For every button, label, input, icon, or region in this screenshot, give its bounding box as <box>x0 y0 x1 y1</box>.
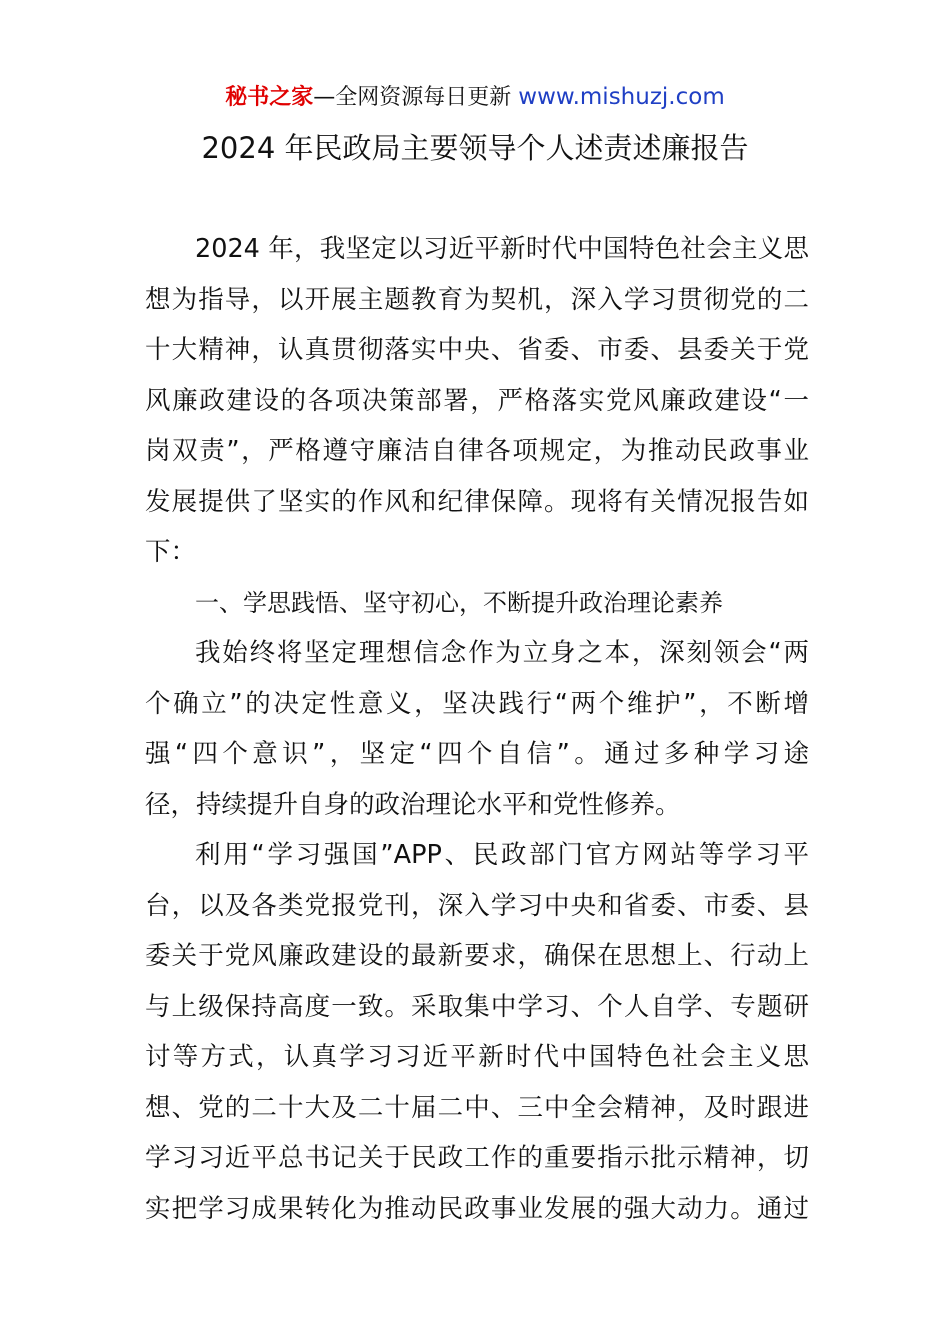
section-heading: 一、学思践悟、坚守初心，不断提升政治理论素养 <box>195 588 723 617</box>
brand-name: 秘书之家 <box>225 85 314 110</box>
site-url-link[interactable]: www.mishuzj.com <box>518 84 725 110</box>
header-tagline: —全网资源每日更新 <box>313 85 519 110</box>
paragraph-line: 与上级保持高度一致。采取集中学习、个人自学、专题研 <box>145 991 809 1022</box>
paragraph-line: 利用“学习强国”APP、民政部门官方网站等学习平 <box>195 840 809 870</box>
paragraph-line: 实把学习成果转化为推动民政事业发展的强大动力。通过 <box>145 1193 809 1224</box>
paragraph-line: 强“四个意识”，坚定“四个自信”。通过多种学习途 <box>145 739 809 769</box>
paragraph-line: 想为指导，以开展主题教育为契机，深入学习贯彻党的二 <box>145 284 809 315</box>
site-header <box>0 80 950 115</box>
paragraph-line: 讨等方式，认真学习习近平新时代中国特色社会主义思 <box>145 1042 809 1072</box>
paragraph-line: 十大精神，认真贯彻落实中央、省委、市委、县委关于党 <box>145 335 809 365</box>
paragraph-line: 学习习近平总书记关于民政工作的重要指示批示精神，切 <box>145 1143 809 1173</box>
paragraph-line: 个确立”的决定性意义，坚决践行“两个维护”，不断增 <box>145 688 809 719</box>
paragraph-line: 2024 年，我坚定以习近平新时代中国特色社会主义思 <box>195 234 809 264</box>
paragraph-line: 风廉政建设的各项决策部署，严格落实党风廉政建设“一 <box>145 385 809 416</box>
document-body <box>145 224 809 1234</box>
paragraph-line: 我始终将坚定理想信念作为立身之本，深刻领会“两 <box>195 638 809 668</box>
paragraph-line: 委关于党风廉政建设的最新要求，确保在思想上、行动上 <box>145 941 809 971</box>
paragraph-line: 岗双责”，严格遵守廉洁自律各项规定，为推动民政事业 <box>145 436 809 466</box>
paragraph-line: 想、党的二十大及二十届二中、三中全会精神，及时跟进 <box>145 1092 809 1123</box>
paragraph-line: 径，持续提升自身的政治理论水平和党性修养。 <box>145 789 681 820</box>
paragraph-line: 下： <box>145 537 197 567</box>
paragraph-line: 发展提供了坚实的作风和纪律保障。现将有关情况报告如 <box>145 486 809 517</box>
document-title: 2024 年民政局主要领导个人述责述廉报告 <box>201 131 749 165</box>
paragraph-line: 台，以及各类党报党刊，深入学习中央和省委、市委、县 <box>145 890 809 921</box>
